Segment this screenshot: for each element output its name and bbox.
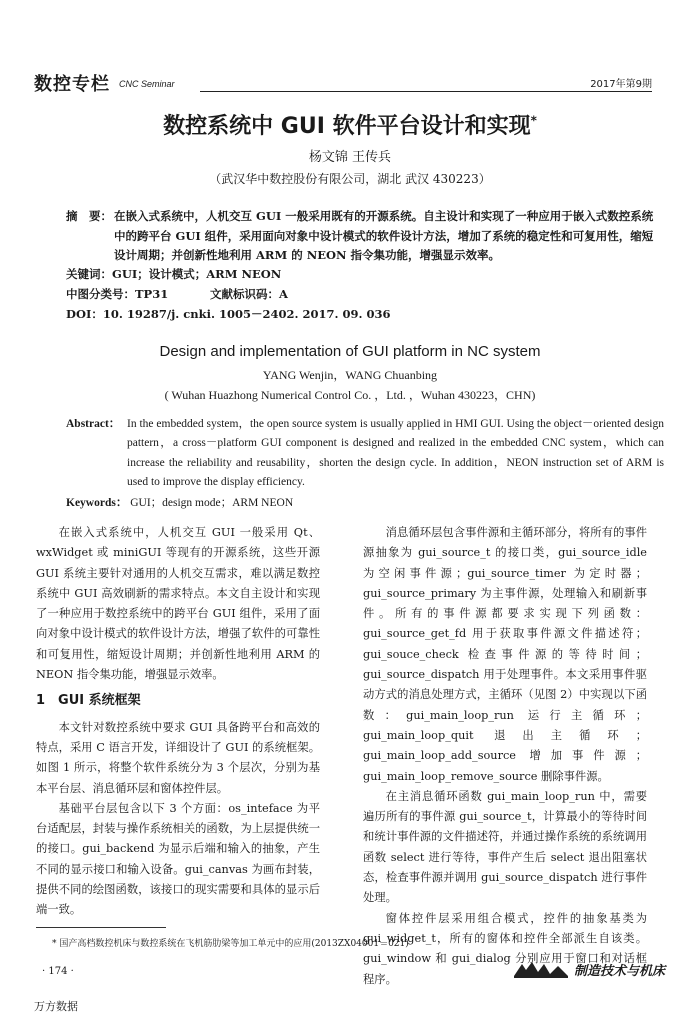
title-footnote-mark: * <box>530 113 537 128</box>
english-title: Design and implementation of GUI platform in NC system <box>159 343 541 360</box>
document-code: 文献标识码：A <box>210 287 288 301</box>
column-subtitle: CNC Seminar <box>119 79 175 89</box>
abstract-label: 摘 要： <box>66 209 112 223</box>
doi: DOI：10. 19287/j. cnki. 1005－2402. 2017. 09. 036 <box>66 307 391 321</box>
chinese-abstract <box>66 207 664 266</box>
english-abstract-text: In the embedded system，the open source system is usually applied in HMI GUI. Using the object－oriented design pattern，a cross－platform GUI component is designed and realized in the embedded CNC system，which can increase the reliability and reusability，shorten the design cycle. In addition，NEON instruction set of ARM is used to improve the display efficiency. <box>127 418 664 489</box>
english-affiliation: ( Wuhan Huazhong Numerical Control Co. ，Ltd. ，Wuhan 430223，CHN) <box>164 388 536 402</box>
footnote: * 国产高档数控机床与数控系统在飞机筋肋梁等加工单元中的应用(2013ZX04001－021) <box>52 939 409 949</box>
issue-label: 2017年第9期 <box>590 79 652 90</box>
publisher-logo-text: 制造技术与机床 <box>574 964 666 979</box>
paragraph: 基础平台层包含以下 3 个方面：os_inteface 为平台适配层，封装与操作系统相关的函数，为上层提供统一的接口。gui_backend 为显示后端和输入的抽象，产生不同的显示接口和输入设备。gui_canvas 为画布封装，提供不同的绘图函数，该接口的现实需要和具体的显示后端一致。 <box>36 801 320 917</box>
affiliation: （武汉华中数控股份有限公司，湖北 武汉 430223） <box>209 172 491 186</box>
paragraph: 消息循环层包含事件源和主循环部分，将所有的事件源抽象为 gui_source_t 的接口类，gui_source_idle 为空闲事件源；gui_source_timer 为定时器；gui_source_primary 为主事件源，处理输入和刷新事件。所有的事件源都要求实现下列函数：gui_source_get_fd 用于获取事件源文件描述符；gui_souce_check 检查事件源的等待时间；gui_source_dispatch 用于处理事件。本文采用事件驱动方式的消息处理方式，主循环（见图 2）中实现以下函数：gui_main_loop_run 运行主循环；gui_main_loop_quit 退出主循环；gui_main_loop_add_source 增加事件源；gui_main_loop_remove_source 删除事件源。 <box>363 526 647 783</box>
classification-number: 中图分类号：TP31 <box>66 287 169 301</box>
authors: 杨文锦 王传兵 <box>308 150 392 165</box>
keywords-cn: 关键词：GUI；设计模式；ARM NEON <box>66 267 282 281</box>
english-authors: YANG Wenjin，WANG Chuanbing <box>262 368 438 382</box>
page-number: · 174 · <box>42 966 74 977</box>
body-right-column <box>363 523 647 990</box>
english-keywords <box>66 494 293 510</box>
paper-title: 数控系统中 GUI 软件平台设计和实现* <box>163 113 537 139</box>
paragraph: 在主消息循环函数 gui_main_loop_run 中，需要遍历所有的事件源 gui_source_t，计算最小的等待时间和统计事件源的文件描述符，并通过操作系统的系统调用函数 select 进行等待，事件产生后 select 退出阻塞状态，检查事件源并调用 gui_source_dispatch 进行事件处理。 <box>363 789 647 905</box>
footnote-rule <box>36 927 166 928</box>
database-watermark: 万方数据 <box>34 1000 78 1013</box>
section-heading: 1 GUI 系统框架 <box>36 693 141 709</box>
english-abstract-label: Abstract： <box>66 418 121 430</box>
column-brand: 数控专栏 <box>34 74 110 95</box>
publisher-logo-icon <box>512 958 570 980</box>
paragraph: 窗体控件层采用组合模式，控件的抽象基类为 gui_widget_t，所有的窗体和控件全部派生自该类。gui_window 和 gui_dialog 分别应用于窗口和对话框程序。 <box>363 911 647 986</box>
english-abstract <box>66 415 664 493</box>
english-keywords-label: Keywords： <box>66 497 128 509</box>
body-left-column <box>36 523 320 921</box>
paragraph: 本文针对数控系统中要求 GUI 具备跨平台和高效的特点，采用 C 语言开发，详细设计了 GUI 的系统框架。如图 1 所示，将整个软件系统分为 3 个层次，分别为基本平台层、消息循环层和窗体控件层。 <box>36 720 320 795</box>
header-rule <box>200 91 652 92</box>
abstract-text: 在嵌入式系统中，人机交互 GUI 一般采用既有的开源系统。自主设计和实现了一种应用于嵌入式数控系统中的跨平台 GUI 组件，采用面向对象中设计模式的软件设计方法，增加了系统的稳定性和可复用性，缩短设计周期；并创新性地利用 ARM 的 NEON 指令集功能，增强显示效率。 <box>114 209 654 262</box>
paragraph: 在嵌入式系统中，人机交互 GUI 一般采用 Qt、wxWidget 或 miniGUI 等现有的开源系统，这些开源 GUI 系统主要针对通用的人机交互需求，难以满足数控系统中 GUI 高效刷新的需求特点。本文自主设计和实现了一种应用于数控系统中的跨平台 GUI 组件，采用了面向对象中设计模式的软件设计方法，增强了软件的可靠性和可复用性，缩短设计周期；并创新性地利用 ARM 的 NEON 指令集功能，增强显示效率。 <box>36 526 320 682</box>
english-keywords-text: GUI；design mode；ARM NEON <box>130 497 294 509</box>
